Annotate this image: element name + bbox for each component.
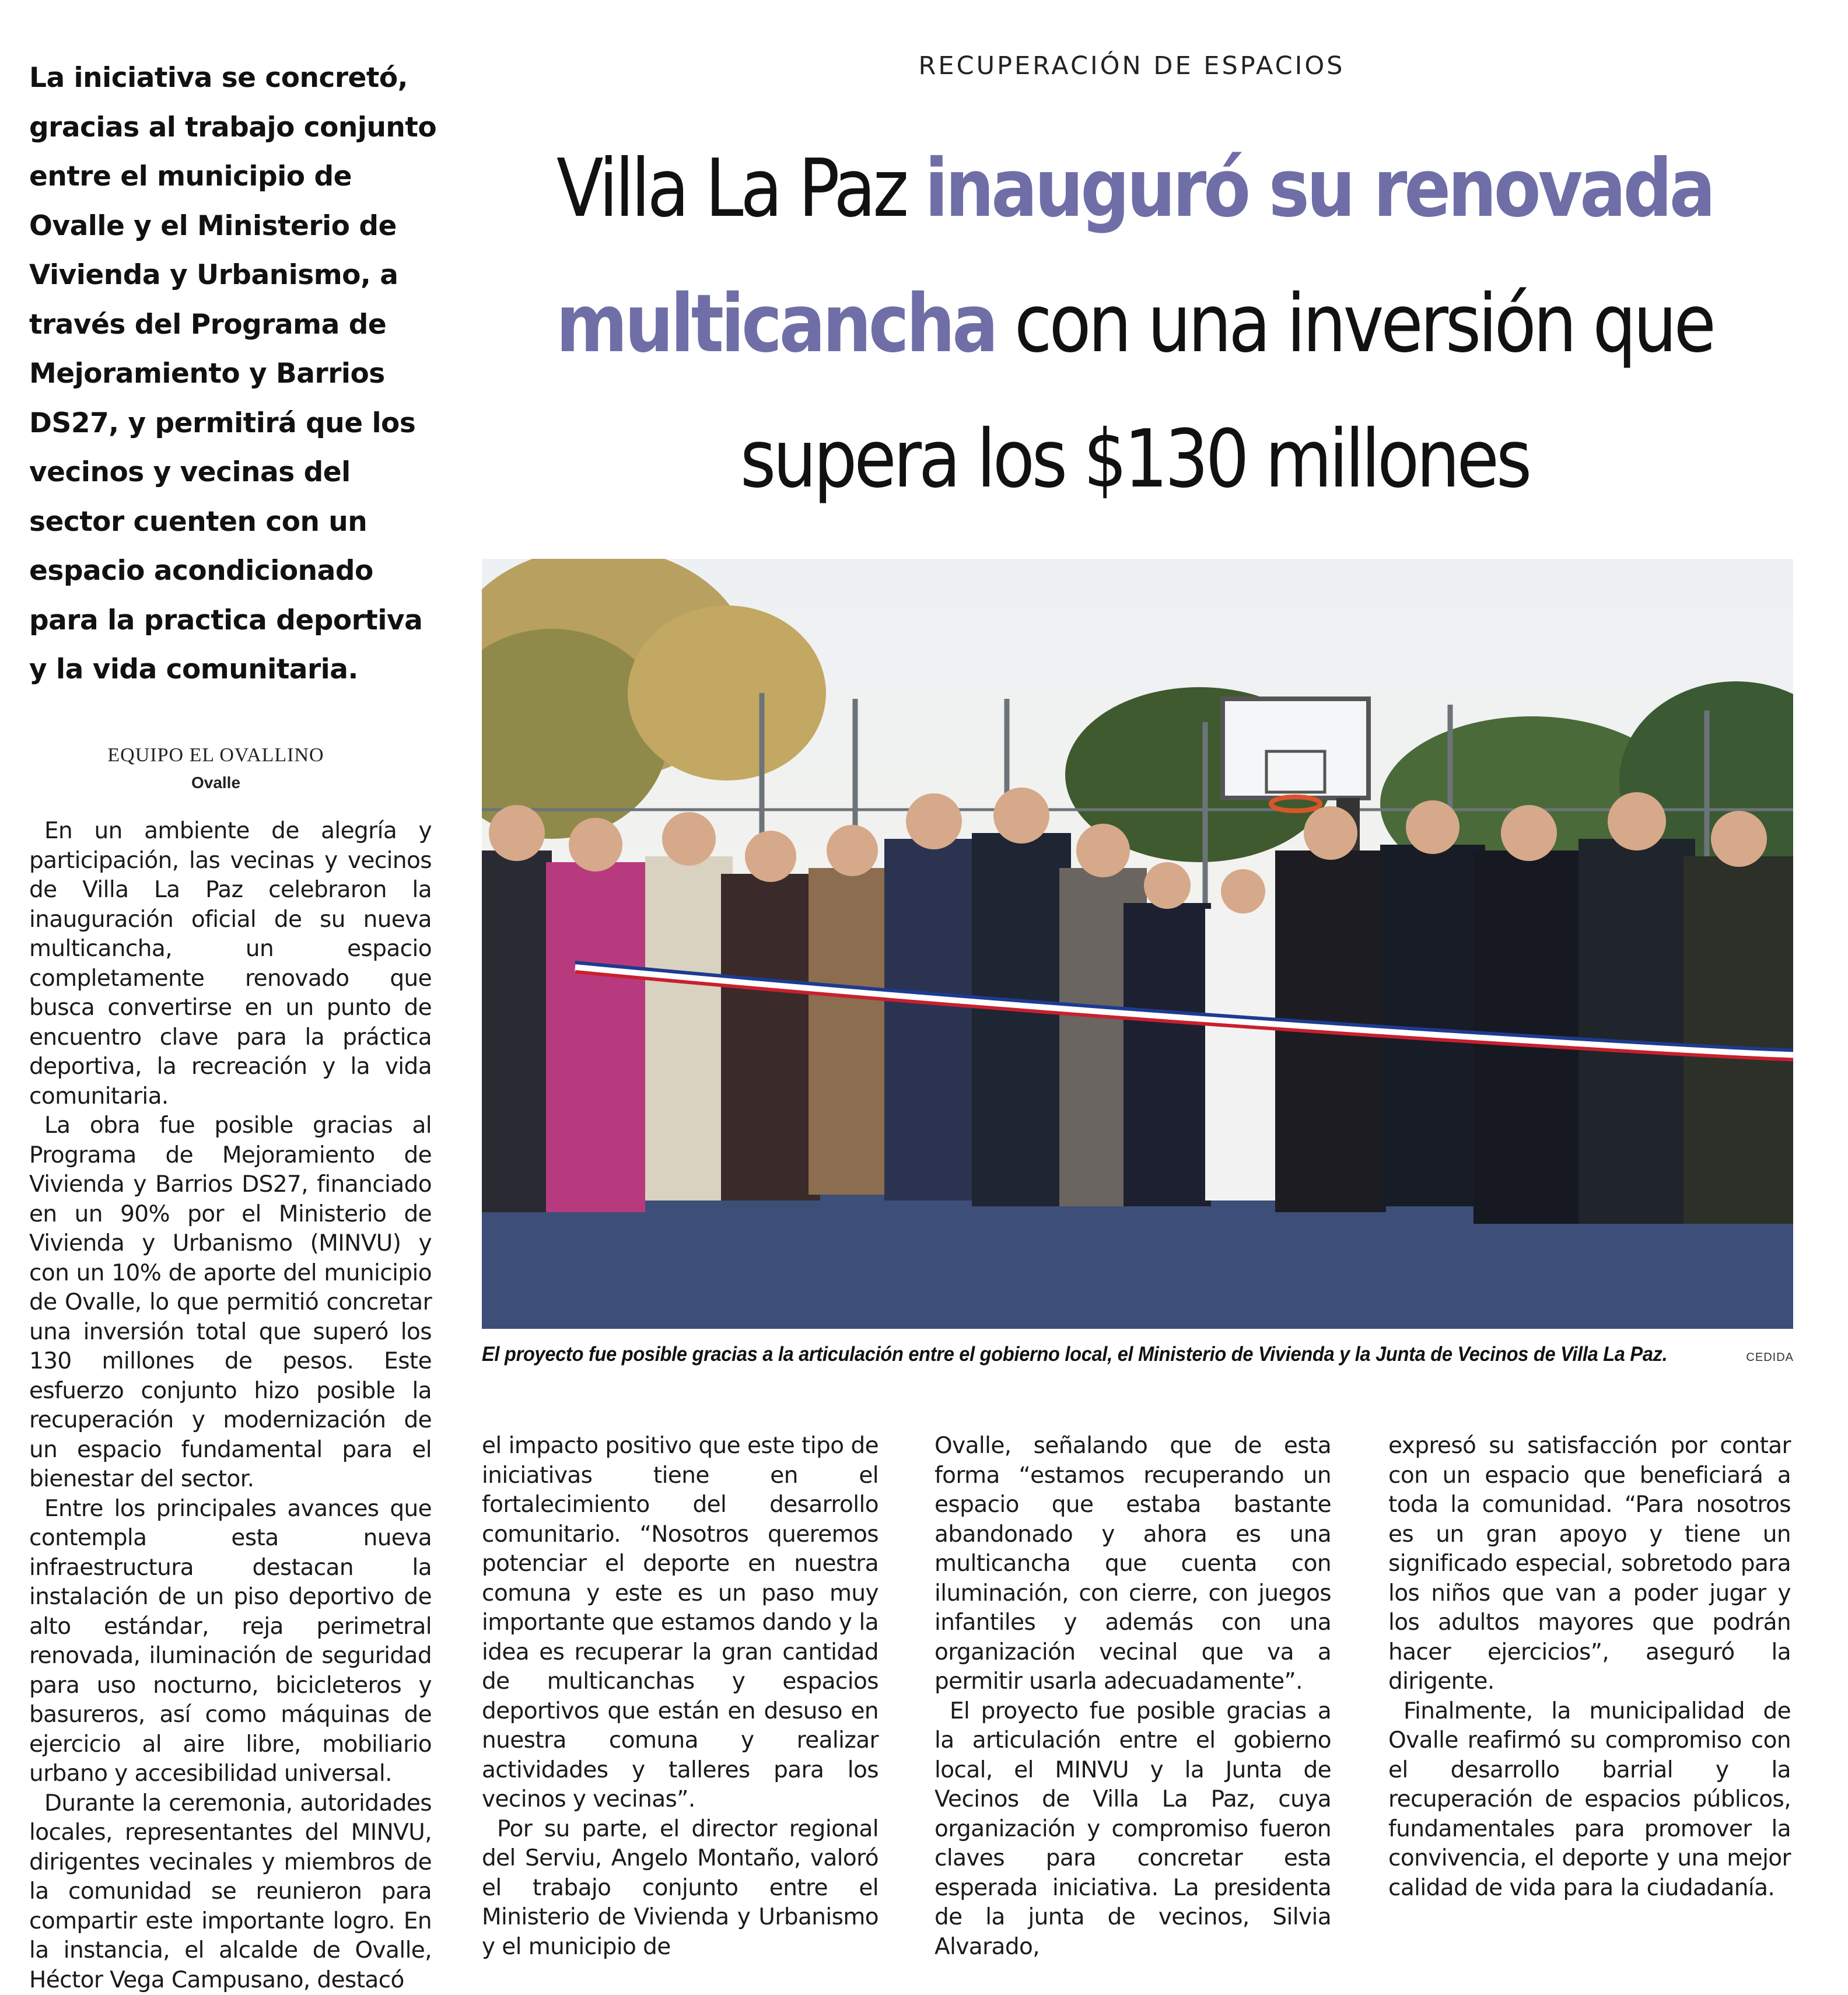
lead-paragraph: La iniciativa se concretó, gracias al trabajo conjunto entre el municipio de Ovalle y el Ministerio de Vivienda y Urbanismo, a través del Programa de Mejoramiento y Barrios DS27, y permitirá que los vecinos y vecinas del sector cuenten con un espacio acondicionado para la practica deportiva y la vida comunitaria. (29, 54, 438, 695)
section-label: RECUPERACIÓN DE ESPACIOS (484, 51, 1779, 80)
headline-highlight: inauguró su renovada multicancha (556, 142, 1713, 370)
headline (545, 121, 1724, 527)
body-column-2 (482, 1432, 878, 1962)
paragraph: El proyecto fue posible gracias a la articulación entre el gobierno local, el MINVU y la Junta de Vecinos de Villa La Paz, cuya organización y compromiso fueron claves para concretar esta esperada iniciativa. La presidenta de la junta de vecinos, Silvia Alvarado, (935, 1697, 1331, 1962)
headline-part1: Villa La Paz (556, 142, 925, 235)
paragraph: La obra fue posible gracias al Programa de Mejoramiento de Vivienda y Barrios DS27, financiado en un 90% por el Ministerio de Vivienda y Urbanismo (MINVU) y con un 10% de aporte del municipio de Ovalle, lo que permitió concretar una inversión total que superó los 130 millones de pesos. Este esfuerzo conjunto hizo posible la recuperación y modernización de un espacio fundamental para el bienestar del sector. (29, 1111, 432, 1494)
photo-credit: CEDIDA (1741, 1351, 1794, 1364)
body-column-4 (1388, 1432, 1791, 1903)
paragraph: el impacto positivo que este tipo de iniciativas tiene en el fortalecimiento del desarrollo comunitario. “Nosotros queremos potenciar el deporte en nuestra comuna y este es un paso muy importante que estamos dando y la idea es recuperar la gran cantidad de multicanchas y espacios deportivos que están en desuso en nuestra comuna y realizar actividades y talleres para los vecinos y vecinas”. (482, 1432, 878, 1815)
paragraph: Por su parte, el director regional del Serviu, Angelo Montaño, valoró el trabajo conjunto entre el Ministerio de Vivienda y Urbanismo y el municipio de (482, 1815, 878, 1962)
paragraph: Ovalle, señalando que de esta forma “estamos recuperando un espacio que estaba bastante abandonado y ahora es una multicancha que cuenta con iluminación, con cierre, con juegos infantiles y además con una organización vecinal que va a permitir usarla adecuadamente”. (935, 1432, 1331, 1697)
paragraph: Finalmente, la municipalidad de Ovalle reafirmó su compromiso con el desarrollo barrial y la recuperación de espacios públicos, fundamentales para promover la convivencia, el deporte y una mejor calidad de vida para la ciudadanía. (1388, 1697, 1791, 1903)
article-photo (482, 559, 1793, 1329)
paragraph: Durante la ceremonia, autoridades locales, representantes del MINVU, dirigentes vecinales y miembros de la comunidad se reunieron para compartir este importante logro. En la instancia, el alcalde de Ovalle, Héctor Vega Campusano, destacó (29, 1789, 432, 1995)
body-column-3 (935, 1432, 1331, 1962)
byline-author: EQUIPO EL OVALLINO (76, 744, 356, 766)
ribbon-cutting-photo (482, 559, 1793, 1329)
headline-part2: con una inversión que supera los $130 millones (740, 278, 1713, 506)
byline-city: Ovalle (76, 774, 356, 792)
paragraph: Entre los principales avances que contempla esta nueva infraestructura destacan la instalación de un piso deportivo de alto estándar, reja perimetral renovada, iluminación de seguridad para uso nocturno, bicicleteros y basureros, así como máquinas de ejercicio al aire libre, mobiliario urbano y accesibilidad universal. (29, 1494, 432, 1789)
photo-caption: El proyecto fue posible gracias a la articulación entre el gobierno local, el Ministerio de Vivienda y la Junta de Vecinos de Villa La Paz. (482, 1343, 1637, 1366)
paragraph: En un ambiente de alegría y participación, las vecinas y vecinos de Villa La Paz celebraron la inauguración oficial de su nueva multicancha, un espacio completamente renovado que busca convertirse en un punto de encuentro clave para la práctica deportiva, la recreación y la vida comunitaria. (29, 817, 432, 1111)
paragraph: expresó su satisfacción por contar con un espacio que beneficiará a toda la comunidad. “Para nosotros es un gran apoyo y tiene un significado especial, sobretodo para los niños que van a poder jugar y los adultos mayores que podrán hacer ejercicios”, aseguró la dirigente. (1388, 1432, 1791, 1697)
body-column-1 (29, 817, 432, 1995)
